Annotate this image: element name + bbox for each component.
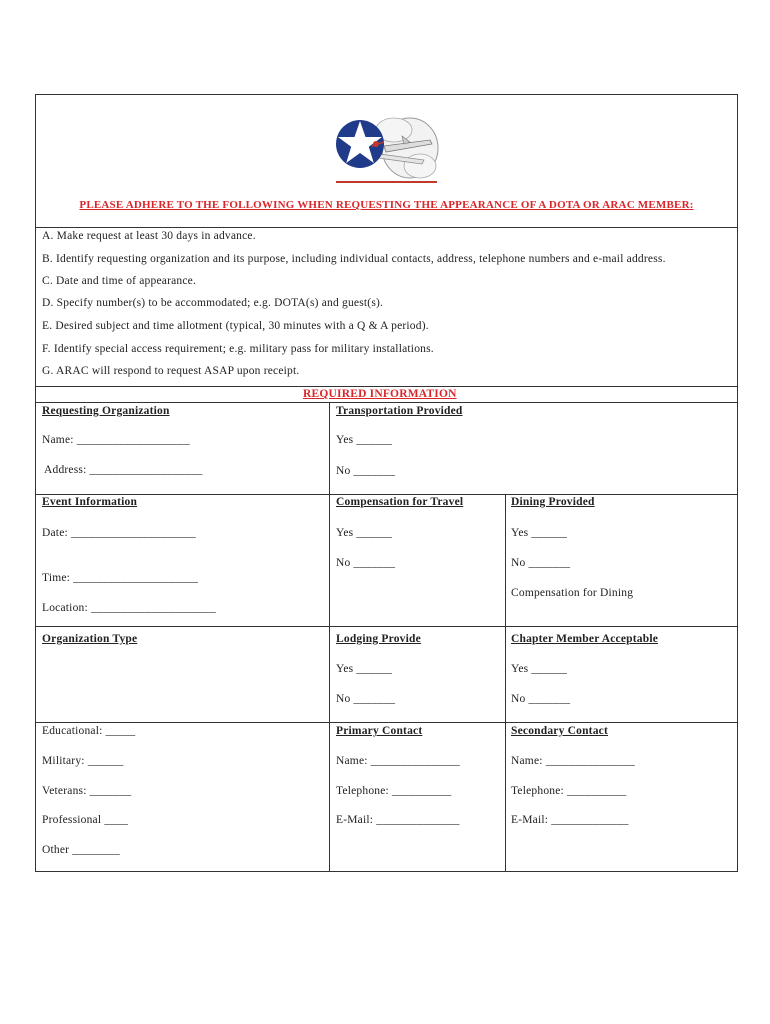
professional-field[interactable]: Professional ____ (42, 814, 129, 826)
instruction-b: B. Identify requesting organization and its purpose, including individual contacts, address, telephone numbers and e-mail address. (42, 253, 666, 265)
lodging-heading: Lodging Provide (336, 633, 421, 645)
divider (35, 386, 738, 387)
educational-field[interactable]: Educational: _____ (42, 725, 136, 737)
other-field[interactable]: Other ________ (42, 844, 120, 856)
lodging-no-field[interactable]: No _______ (336, 693, 396, 705)
instruction-g: G. ARAC will respond to request ASAP upon receipt. (42, 365, 300, 377)
divider (35, 402, 738, 403)
column-divider (329, 402, 330, 872)
comp-dining-label: Compensation for Dining (511, 587, 634, 599)
org-name-field[interactable]: Name: ___________________ (42, 434, 190, 446)
lodging-yes-field[interactable]: Yes ______ (336, 663, 393, 675)
column-divider (505, 494, 506, 872)
dining-no-field[interactable]: No _______ (511, 557, 571, 569)
veterans-field[interactable]: Veterans: _______ (42, 785, 132, 797)
chapter-heading: Chapter Member Acceptable (511, 633, 659, 645)
comp-travel-no-field[interactable]: No _______ (336, 557, 396, 569)
divider (35, 722, 738, 723)
divider (35, 227, 738, 228)
instruction-f: F. Identify special access requirement; e.g. military pass for military installations. (42, 343, 434, 355)
transportation-no-field[interactable]: No _______ (336, 465, 396, 477)
comp-travel-heading: Compensation for Travel (336, 496, 464, 508)
dining-heading: Dining Provided (511, 496, 595, 508)
logo-underline (336, 181, 437, 183)
org-address-field[interactable]: Address: ___________________ (44, 464, 203, 476)
instruction-c: C. Date and time of appearance. (42, 275, 197, 287)
requesting-org-heading: Requesting Organization (42, 405, 170, 417)
chapter-yes-field[interactable]: Yes ______ (511, 663, 568, 675)
divider (35, 494, 738, 495)
comp-travel-yes-field[interactable]: Yes ______ (336, 527, 393, 539)
event-date-field[interactable]: Date: _____________________ (42, 527, 196, 539)
secondary-contact-heading: Secondary Contact (511, 725, 608, 737)
transportation-yes-field[interactable]: Yes ______ (336, 434, 393, 446)
transportation-heading: Transportation Provided (336, 405, 463, 417)
event-location-field[interactable]: Location: _____________________ (42, 602, 216, 614)
dining-yes-field[interactable]: Yes ______ (511, 527, 568, 539)
chapter-no-field[interactable]: No _______ (511, 693, 571, 705)
adhere-notice: PLEASE ADHERE TO THE FOLLOWING WHEN REQUESTING THE APPEARANCE OF A DOTA OR ARAC MEMBER: (79, 199, 694, 211)
required-info-heading: REQUIRED INFORMATION (303, 388, 457, 400)
instruction-a: A. Make request at least 30 days in advance. (42, 230, 256, 242)
primary-email-field[interactable]: E-Mail: ______________ (336, 814, 460, 826)
secondary-email-field[interactable]: E-Mail: _____________ (511, 814, 629, 826)
military-field[interactable]: Military: ______ (42, 755, 124, 767)
org-type-heading: Organization Type (42, 633, 138, 645)
arac-logo-icon (332, 108, 440, 186)
divider (35, 626, 738, 627)
primary-name-field[interactable]: Name: _______________ (336, 755, 460, 767)
primary-telephone-field[interactable]: Telephone: __________ (336, 785, 452, 797)
secondary-telephone-field[interactable]: Telephone: __________ (511, 785, 627, 797)
instruction-d: D. Specify number(s) to be accommodated; e.g. DOTA(s) and guest(s). (42, 297, 384, 309)
event-info-heading: Event Information (42, 496, 138, 508)
event-time-field[interactable]: Time: _____________________ (42, 572, 199, 584)
instruction-e: E. Desired subject and time allotment (typical, 30 minutes with a Q & A period). (42, 320, 429, 332)
primary-contact-heading: Primary Contact (336, 725, 423, 737)
secondary-name-field[interactable]: Name: _______________ (511, 755, 635, 767)
